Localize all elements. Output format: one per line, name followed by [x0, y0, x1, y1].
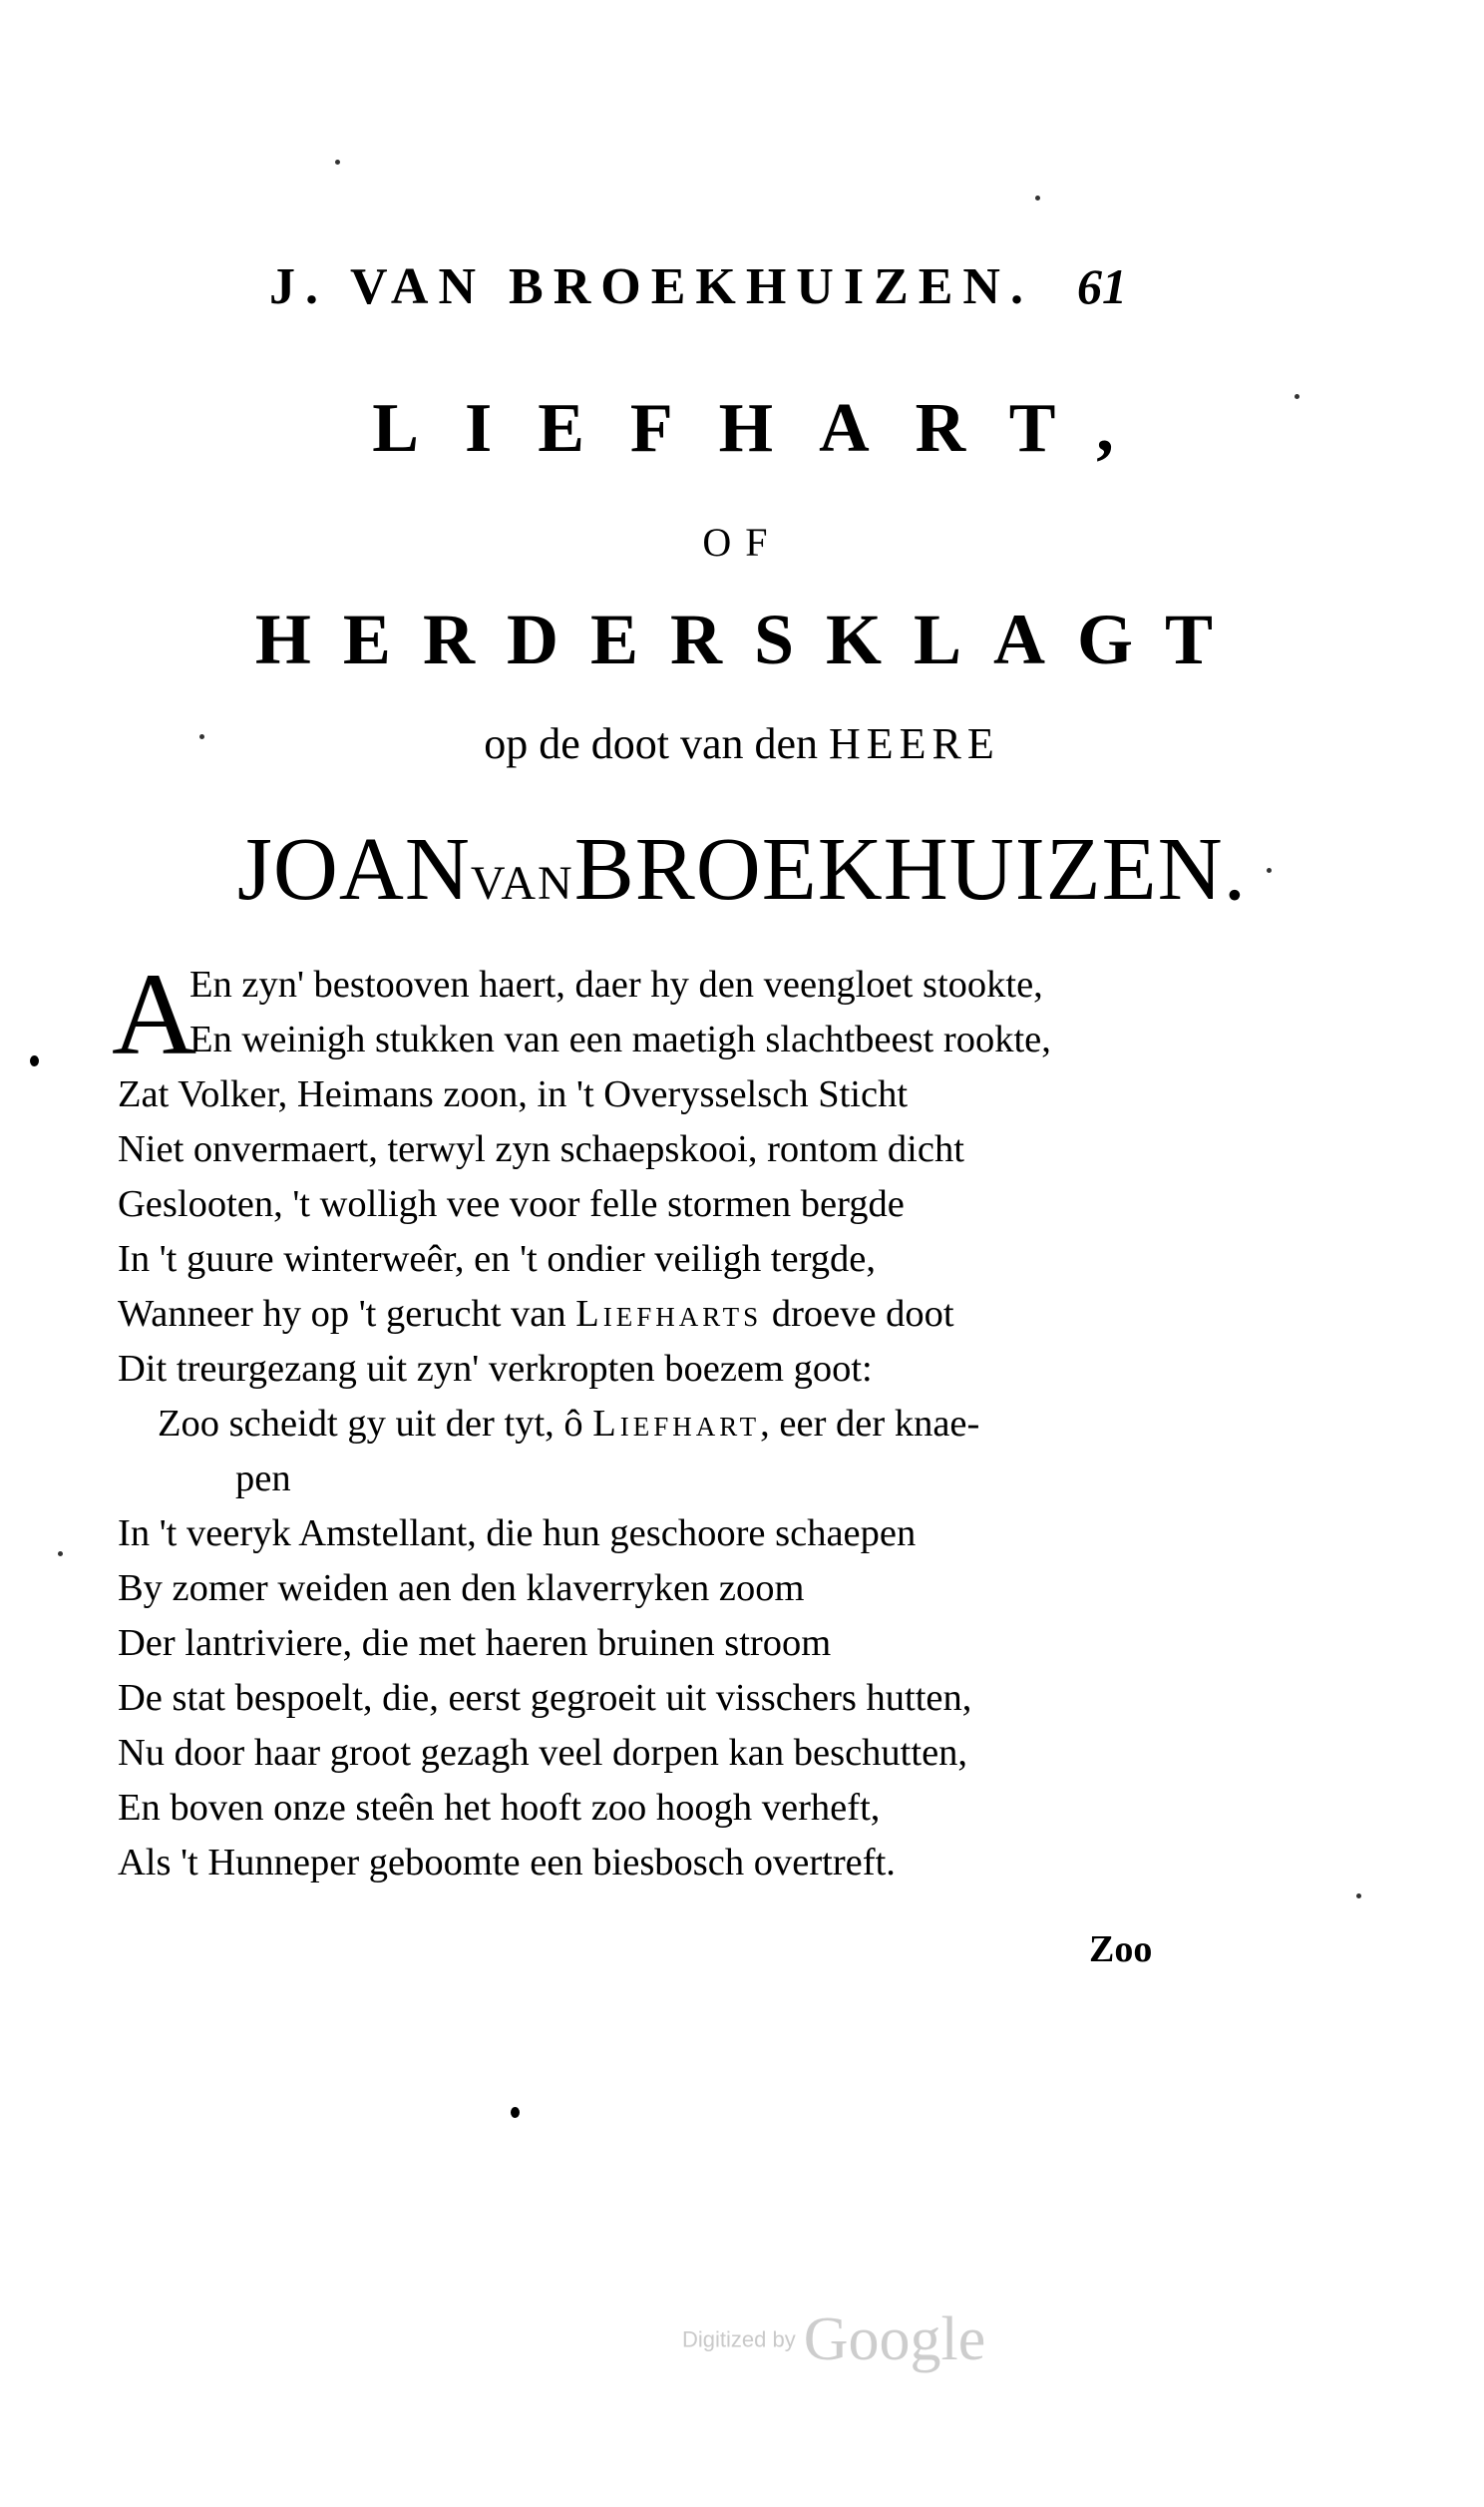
- name-part-van: VAN: [470, 857, 574, 910]
- poem-line: In 't veeryk Amstellant, die hun geschoore schaepen: [118, 1512, 917, 1554]
- ink-speck: [58, 1551, 63, 1556]
- name-part-broekhuizen: BROEKHUIZEN.: [573, 820, 1248, 919]
- poem-line: [118, 1397, 1175, 1452]
- dedicatee-name: [0, 818, 1484, 921]
- ink-speck: [335, 160, 340, 165]
- running-head: [269, 257, 1127, 327]
- poem-line-text: Zoo scheidt gy uit der tyt, ô: [158, 1403, 583, 1445]
- digitized-watermark: [682, 2304, 985, 2375]
- poem-line: Zat Volker, Heimans zoon, in 't Overysselsch Sticht: [118, 1073, 909, 1115]
- google-logo: Google: [803, 2305, 986, 2373]
- poem-line: pen: [235, 1458, 291, 1499]
- running-head-title: J. VAN BROEKHUIZEN.: [269, 258, 1033, 315]
- ink-speck: [511, 2107, 520, 2118]
- subtitle-prefix: op de doot van den: [484, 719, 819, 768]
- ink-speck: [199, 734, 204, 739]
- title-line-herdersklagt: HERDERSKLAGT: [254, 600, 1246, 679]
- ink-speck: [1267, 868, 1272, 873]
- subtitle-caps: HEERE: [829, 719, 1000, 768]
- subtitle: [0, 718, 1484, 769]
- poem-line: En weinigh stukken van een maetigh slachtbeest rookte,: [189, 1019, 1051, 1060]
- catchword: Zoo: [1089, 1928, 1153, 1970]
- poem-line: Der lantriviere, die met haeren bruinen stroom: [118, 1622, 832, 1664]
- ink-speck: [1035, 196, 1040, 201]
- page-number: 61: [1077, 258, 1127, 314]
- poem-line-name: Liefharts: [575, 1293, 763, 1335]
- poem-line: Als 't Hunneper geboomte een biesbosch overtreft.: [118, 1842, 896, 1883]
- ink-speck: [30, 1055, 39, 1066]
- poem-line: By zomer weiden aen den klaverryken zoom: [118, 1567, 805, 1609]
- poem-line-text: Wanneer hy op 't gerucht van: [118, 1293, 566, 1335]
- poem-line: Geslooten, 't wolligh vee voor felle stormen bergde: [118, 1183, 905, 1225]
- ink-speck: [1295, 394, 1299, 399]
- poem-line: En zyn' bestooven haert, daer hy den veengloet stookte,: [189, 964, 1043, 1006]
- name-part-joan: JOAN: [236, 820, 471, 919]
- poem-line: Nu door haar groot gezagh veel dorpen kan beschutten,: [118, 1732, 968, 1774]
- poem-line-text: droeve doot: [771, 1293, 954, 1335]
- poem-line: Niet onvermaert, terwyl zyn schaepskooi, rontom dicht: [118, 1128, 964, 1170]
- poem-line: [118, 1287, 1175, 1342]
- poem-line: De stat bespoelt, die, eerst gegroeit uit visschers hutten,: [118, 1677, 972, 1719]
- watermark-prefix: Digitized by: [682, 2326, 796, 2352]
- title-line-liefhart: LIEFHART,: [372, 390, 1160, 467]
- drop-cap: A: [112, 949, 197, 1079]
- title-line-of: OF: [702, 520, 782, 565]
- poem-line: In 't guure winterweêr, en 't ondier veiligh tergde,: [118, 1238, 876, 1280]
- poem-line: En boven onze steên het hooft zoo hoogh verheft,: [118, 1787, 881, 1829]
- poem-line-text: , eer der knae-: [760, 1403, 980, 1445]
- poem-body: [112, 949, 1175, 1890]
- poem-line-name: Liefhart: [592, 1403, 761, 1445]
- ink-speck: [1356, 1893, 1361, 1898]
- poem-line: Dit treurgezang uit zyn' verkropten boezem goot:: [118, 1348, 873, 1390]
